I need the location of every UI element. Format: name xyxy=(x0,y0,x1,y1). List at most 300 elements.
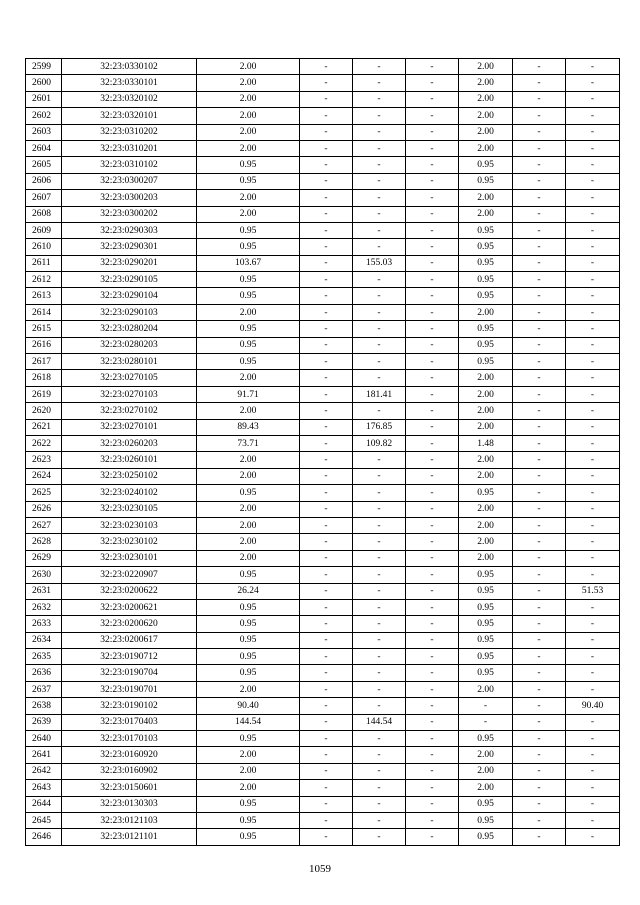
table-cell: - xyxy=(406,386,459,402)
table-cell: - xyxy=(566,386,620,402)
table-cell: - xyxy=(353,91,406,107)
table-cell: - xyxy=(566,681,620,697)
table-cell: - xyxy=(513,91,566,107)
table-cell: 0.95 xyxy=(197,731,300,747)
table-cell: - xyxy=(513,599,566,615)
table-cell: - xyxy=(513,550,566,566)
table-cell: - xyxy=(513,386,566,402)
table-cell: 0.95 xyxy=(197,665,300,681)
table-cell: - xyxy=(406,190,459,206)
table-cell: - xyxy=(566,59,620,75)
table-cell: - xyxy=(300,567,353,583)
table-cell: - xyxy=(513,173,566,189)
table-row xyxy=(26,124,620,140)
table-cell: 2611 xyxy=(26,255,62,271)
table-cell: 2641 xyxy=(26,747,62,763)
table-cell: 2.00 xyxy=(197,206,300,222)
table-cell: - xyxy=(513,698,566,714)
table-cell: - xyxy=(353,731,406,747)
table-cell: - xyxy=(406,780,459,796)
table-cell: - xyxy=(513,649,566,665)
table-cell: - xyxy=(513,517,566,533)
table-cell: 2.00 xyxy=(197,91,300,107)
table-cell: 2621 xyxy=(26,419,62,435)
table-row xyxy=(26,108,620,124)
table-cell: - xyxy=(513,731,566,747)
table-cell: - xyxy=(566,731,620,747)
table-cell: 32:23:0170103 xyxy=(62,731,197,747)
table-cell: - xyxy=(300,91,353,107)
table-cell: - xyxy=(353,616,406,632)
table-cell: - xyxy=(353,222,406,238)
table-cell: 2632 xyxy=(26,599,62,615)
table-cell: - xyxy=(353,550,406,566)
table-cell: 32:23:0220907 xyxy=(62,567,197,583)
table-cell: - xyxy=(300,714,353,730)
table-cell: - xyxy=(300,157,353,173)
table-row xyxy=(26,91,620,107)
table-cell: - xyxy=(353,321,406,337)
table-cell: - xyxy=(566,222,620,238)
table-cell: 2.00 xyxy=(459,304,513,320)
table-cell: 2599 xyxy=(26,59,62,75)
table-cell: - xyxy=(513,59,566,75)
table-cell: 0.95 xyxy=(197,272,300,288)
table-cell: 2.00 xyxy=(197,59,300,75)
table-cell: 2.00 xyxy=(197,501,300,517)
table-cell: 32:23:0230105 xyxy=(62,501,197,517)
table-cell: - xyxy=(353,599,406,615)
table-cell: - xyxy=(300,763,353,779)
table-cell: - xyxy=(566,288,620,304)
table-cell: - xyxy=(300,255,353,271)
table-cell: - xyxy=(513,681,566,697)
table-cell: 2.00 xyxy=(459,190,513,206)
table-cell: 0.95 xyxy=(459,812,513,828)
table-cell: 32:23:0270102 xyxy=(62,403,197,419)
table-cell: 32:23:0290104 xyxy=(62,288,197,304)
table-cell: - xyxy=(513,75,566,91)
table-cell: - xyxy=(513,190,566,206)
table-cell: - xyxy=(406,91,459,107)
table-cell: 2604 xyxy=(26,140,62,156)
table-cell: - xyxy=(513,796,566,812)
table-cell: 1.48 xyxy=(459,435,513,451)
table-cell: 2.00 xyxy=(459,681,513,697)
table-row xyxy=(26,763,620,779)
table-cell: 32:23:0200621 xyxy=(62,599,197,615)
table-cell: - xyxy=(566,567,620,583)
table-cell: - xyxy=(513,370,566,386)
table-cell: - xyxy=(300,517,353,533)
table-cell: 2.00 xyxy=(197,452,300,468)
table-row xyxy=(26,567,620,583)
table-cell: - xyxy=(406,272,459,288)
table-cell: - xyxy=(566,255,620,271)
table-cell: - xyxy=(406,501,459,517)
table-cell: - xyxy=(513,321,566,337)
table-cell: - xyxy=(513,419,566,435)
table-cell: 2629 xyxy=(26,550,62,566)
table-row xyxy=(26,206,620,222)
table-row xyxy=(26,337,620,353)
table-cell: - xyxy=(513,255,566,271)
table-cell: 2635 xyxy=(26,649,62,665)
table-cell: - xyxy=(566,747,620,763)
table-cell: - xyxy=(300,124,353,140)
table-cell: 2.00 xyxy=(197,108,300,124)
table-cell: - xyxy=(353,583,406,599)
table-cell: - xyxy=(513,501,566,517)
table-row xyxy=(26,75,620,91)
table-cell: - xyxy=(566,157,620,173)
table-cell: - xyxy=(566,452,620,468)
table-cell: - xyxy=(459,714,513,730)
table-cell: 2603 xyxy=(26,124,62,140)
table-cell: - xyxy=(513,567,566,583)
table-cell: 32:23:0150601 xyxy=(62,780,197,796)
table-row xyxy=(26,747,620,763)
table-cell: - xyxy=(513,747,566,763)
table-cell: 0.95 xyxy=(459,354,513,370)
table-cell: 2619 xyxy=(26,386,62,402)
table-cell: - xyxy=(513,632,566,648)
table-row xyxy=(26,452,620,468)
table-cell: 0.95 xyxy=(197,649,300,665)
table-row xyxy=(26,419,620,435)
table-cell: - xyxy=(513,435,566,451)
table-cell: - xyxy=(353,354,406,370)
table-cell: - xyxy=(406,567,459,583)
table-cell: - xyxy=(353,190,406,206)
table-row xyxy=(26,157,620,173)
table-cell: - xyxy=(406,255,459,271)
table-cell: - xyxy=(566,665,620,681)
table-cell: 32:23:0200617 xyxy=(62,632,197,648)
table-cell: - xyxy=(353,747,406,763)
table-cell: 2602 xyxy=(26,108,62,124)
table-cell: - xyxy=(459,698,513,714)
table-cell: 0.95 xyxy=(197,812,300,828)
table-cell: - xyxy=(406,763,459,779)
table-cell: - xyxy=(406,321,459,337)
table-cell: 2.00 xyxy=(459,403,513,419)
table-cell: 2607 xyxy=(26,190,62,206)
table-cell: - xyxy=(353,517,406,533)
table-cell: 32:23:0121101 xyxy=(62,829,197,845)
table-cell: - xyxy=(566,75,620,91)
table-cell: 32:23:0230101 xyxy=(62,550,197,566)
table-cell: 32:23:0300203 xyxy=(62,190,197,206)
table-cell: 0.95 xyxy=(459,157,513,173)
table-cell: - xyxy=(513,354,566,370)
table-row xyxy=(26,485,620,501)
table-cell: - xyxy=(513,304,566,320)
table-cell: 26.24 xyxy=(197,583,300,599)
table-cell: - xyxy=(406,222,459,238)
table-cell: 0.95 xyxy=(197,222,300,238)
table-cell: - xyxy=(353,370,406,386)
table-cell: 2608 xyxy=(26,206,62,222)
table-cell: - xyxy=(513,222,566,238)
table-cell: - xyxy=(566,304,620,320)
table-cell: 32:23:0270101 xyxy=(62,419,197,435)
table-cell: - xyxy=(566,435,620,451)
table-cell: 2.00 xyxy=(197,304,300,320)
table-cell: - xyxy=(566,272,620,288)
table-cell: - xyxy=(566,354,620,370)
table-cell: 32:23:0130303 xyxy=(62,796,197,812)
table-cell: - xyxy=(406,59,459,75)
table-cell: 2617 xyxy=(26,354,62,370)
table-row xyxy=(26,403,620,419)
table-cell: - xyxy=(353,665,406,681)
table-cell: 2633 xyxy=(26,616,62,632)
table-cell: - xyxy=(513,206,566,222)
table-cell: - xyxy=(300,435,353,451)
table-cell: 0.95 xyxy=(197,829,300,845)
table-row xyxy=(26,583,620,599)
table-row xyxy=(26,649,620,665)
table-cell: - xyxy=(353,173,406,189)
table-cell: 2.00 xyxy=(459,370,513,386)
table-row xyxy=(26,255,620,271)
table-cell: 2634 xyxy=(26,632,62,648)
table-row xyxy=(26,190,620,206)
table-cell: - xyxy=(353,124,406,140)
table-cell: 2605 xyxy=(26,157,62,173)
table-cell: - xyxy=(300,239,353,255)
table-cell: - xyxy=(300,534,353,550)
table-cell: 2.00 xyxy=(459,517,513,533)
table-cell: - xyxy=(300,747,353,763)
table-row xyxy=(26,698,620,714)
table-cell: 2601 xyxy=(26,91,62,107)
table-cell: - xyxy=(300,468,353,484)
table-cell: - xyxy=(406,698,459,714)
table-cell: - xyxy=(300,501,353,517)
table-cell: 2642 xyxy=(26,763,62,779)
table-cell: - xyxy=(406,239,459,255)
table-cell: 2624 xyxy=(26,468,62,484)
table-cell: - xyxy=(353,468,406,484)
table-cell: 0.95 xyxy=(197,632,300,648)
table-cell: - xyxy=(300,321,353,337)
table-cell: 32:23:0260101 xyxy=(62,452,197,468)
table-cell: 32:23:0320101 xyxy=(62,108,197,124)
table-cell: - xyxy=(513,140,566,156)
table-cell: 2.00 xyxy=(459,468,513,484)
table-cell: - xyxy=(566,649,620,665)
table-cell: - xyxy=(300,419,353,435)
table-row xyxy=(26,731,620,747)
table-cell: - xyxy=(300,616,353,632)
table-cell: 2606 xyxy=(26,173,62,189)
table-row xyxy=(26,714,620,730)
table-cell: 2625 xyxy=(26,485,62,501)
table-cell: 0.95 xyxy=(459,599,513,615)
table-row xyxy=(26,829,620,845)
table-cell: - xyxy=(566,91,620,107)
table-cell: - xyxy=(353,108,406,124)
table-cell: - xyxy=(300,550,353,566)
table-cell: - xyxy=(513,534,566,550)
table-cell: 32:23:0300202 xyxy=(62,206,197,222)
table-cell: 32:23:0280203 xyxy=(62,337,197,353)
table-row xyxy=(26,370,620,386)
table-cell: - xyxy=(300,337,353,353)
table-cell: 0.95 xyxy=(459,632,513,648)
data-table xyxy=(25,58,620,846)
table-cell: - xyxy=(353,59,406,75)
table-cell: 32:23:0190102 xyxy=(62,698,197,714)
table-cell: 0.95 xyxy=(197,485,300,501)
table-cell: 2.00 xyxy=(197,403,300,419)
table-cell: - xyxy=(300,485,353,501)
table-cell: 32:23:0330102 xyxy=(62,59,197,75)
table-cell: 2630 xyxy=(26,567,62,583)
table-cell: - xyxy=(406,796,459,812)
table-cell: 32:23:0290201 xyxy=(62,255,197,271)
table-cell: 32:23:0190701 xyxy=(62,681,197,697)
table-cell: - xyxy=(300,222,353,238)
table-cell: - xyxy=(513,468,566,484)
table-cell: - xyxy=(406,599,459,615)
table-cell: - xyxy=(406,517,459,533)
table-cell: 2.00 xyxy=(197,681,300,697)
table-cell: 0.95 xyxy=(459,485,513,501)
table-cell: 32:23:0121103 xyxy=(62,812,197,828)
table-cell: 51.53 xyxy=(566,583,620,599)
table-cell: - xyxy=(406,747,459,763)
table-row xyxy=(26,812,620,828)
table-cell: - xyxy=(353,157,406,173)
table-cell: - xyxy=(566,517,620,533)
table-cell: - xyxy=(300,452,353,468)
table-cell: 2.00 xyxy=(459,59,513,75)
table-cell: 176.85 xyxy=(353,419,406,435)
table-cell: - xyxy=(406,288,459,304)
table-cell: 2615 xyxy=(26,321,62,337)
table-cell: 90.40 xyxy=(566,698,620,714)
table-cell: 2613 xyxy=(26,288,62,304)
table-cell: - xyxy=(566,780,620,796)
table-cell: - xyxy=(406,632,459,648)
table-cell: - xyxy=(566,239,620,255)
table-row xyxy=(26,304,620,320)
table-cell: 109.82 xyxy=(353,435,406,451)
table-cell: - xyxy=(566,321,620,337)
table-cell: 32:23:0250102 xyxy=(62,468,197,484)
table-row xyxy=(26,534,620,550)
table-cell: - xyxy=(406,124,459,140)
page-number: 1059 xyxy=(309,863,331,875)
table-cell: - xyxy=(353,698,406,714)
table-cell: 0.95 xyxy=(197,354,300,370)
table-cell: 32:23:0160902 xyxy=(62,763,197,779)
table-cell: - xyxy=(353,452,406,468)
table-cell: - xyxy=(406,468,459,484)
table-cell: 2620 xyxy=(26,403,62,419)
table-cell: - xyxy=(353,649,406,665)
table-cell: 0.95 xyxy=(459,239,513,255)
table-cell: - xyxy=(513,485,566,501)
table-cell: 32:23:0280101 xyxy=(62,354,197,370)
table-cell: 0.95 xyxy=(197,337,300,353)
table-cell: - xyxy=(566,534,620,550)
table-cell: - xyxy=(300,304,353,320)
table-cell: 144.54 xyxy=(197,714,300,730)
table-cell: 0.95 xyxy=(459,321,513,337)
table-cell: 2637 xyxy=(26,681,62,697)
table-row xyxy=(26,616,620,632)
table-cell: 2.00 xyxy=(197,75,300,91)
table-row xyxy=(26,435,620,451)
table-cell: 155.03 xyxy=(353,255,406,271)
table-cell: 32:23:0270103 xyxy=(62,386,197,402)
table-cell: - xyxy=(566,337,620,353)
table-cell: 0.95 xyxy=(459,173,513,189)
table-cell: - xyxy=(353,75,406,91)
table-cell: - xyxy=(566,501,620,517)
table-cell: - xyxy=(353,567,406,583)
table-cell: 2612 xyxy=(26,272,62,288)
table-row xyxy=(26,665,620,681)
table-cell: - xyxy=(566,550,620,566)
table-cell: 32:23:0310201 xyxy=(62,140,197,156)
table-row xyxy=(26,354,620,370)
table-cell: - xyxy=(566,419,620,435)
table-row xyxy=(26,239,620,255)
table-cell: 0.95 xyxy=(459,567,513,583)
table-cell: - xyxy=(300,75,353,91)
table-cell: - xyxy=(300,599,353,615)
table-cell: - xyxy=(353,239,406,255)
table-cell: - xyxy=(406,550,459,566)
table-cell: 2600 xyxy=(26,75,62,91)
table-cell: 73.71 xyxy=(197,435,300,451)
table-cell: - xyxy=(513,763,566,779)
table-cell: 0.95 xyxy=(197,796,300,812)
table-cell: - xyxy=(566,206,620,222)
table-cell: 90.40 xyxy=(197,698,300,714)
table-cell: - xyxy=(513,157,566,173)
table-cell: 2.00 xyxy=(459,124,513,140)
table-cell: 32:23:0270105 xyxy=(62,370,197,386)
table-cell: 2.00 xyxy=(459,452,513,468)
table-cell: - xyxy=(300,140,353,156)
table-cell: - xyxy=(300,206,353,222)
table-cell: - xyxy=(300,59,353,75)
table-cell: - xyxy=(353,288,406,304)
table-cell: - xyxy=(353,632,406,648)
table-cell: - xyxy=(406,337,459,353)
table-cell: 2643 xyxy=(26,780,62,796)
table-cell: - xyxy=(300,272,353,288)
table-cell: - xyxy=(566,616,620,632)
table-cell: 2.00 xyxy=(197,124,300,140)
table-cell: 89.43 xyxy=(197,419,300,435)
table-cell: 2614 xyxy=(26,304,62,320)
table-cell: - xyxy=(353,206,406,222)
table-cell: - xyxy=(513,780,566,796)
table-cell: - xyxy=(513,583,566,599)
table-cell: - xyxy=(353,681,406,697)
table-cell: - xyxy=(353,140,406,156)
table-cell: 32:23:0200622 xyxy=(62,583,197,599)
table-cell: 2627 xyxy=(26,517,62,533)
table-cell: 32:23:0190704 xyxy=(62,665,197,681)
